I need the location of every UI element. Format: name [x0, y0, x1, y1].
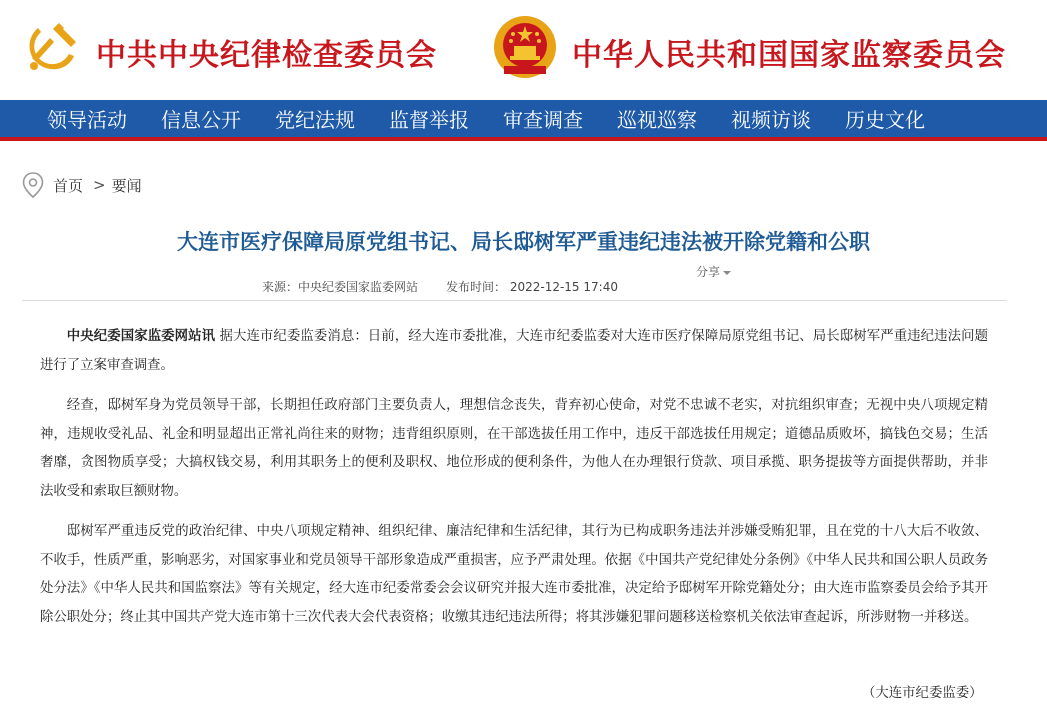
nav-item-video[interactable]: 视频访谈	[731, 108, 811, 132]
article-paragraph-1-text: 据大连市纪委监委消息：日前，经大连市委批准，大连市纪委监委对大连市医疗保障局原党组书记、局长邸树军严重违纪违法问题进行了立案审查调查。	[40, 329, 988, 373]
article-signoff: （大连市纪委监委）	[862, 686, 983, 701]
article-paragraph	[40, 323, 988, 380]
article-title: 大连市医疗保障局原党组书记、局长邸树军严重违纪违法被开除党籍和公职	[177, 230, 870, 254]
breadcrumb-current-link[interactable]: 要闻	[111, 176, 142, 195]
article-lead: 中央纪委国家监委网站讯	[66, 329, 216, 344]
nav-item-disclosure[interactable]: 信息公开	[161, 108, 241, 132]
caret-down-icon	[723, 271, 731, 275]
title-divider	[22, 300, 1007, 301]
article-body	[40, 323, 988, 644]
national-emblem-icon[interactable]	[492, 14, 558, 80]
article-publish-time: 发布时间： 2022-12-15 17:40	[446, 280, 618, 294]
breadcrumb-separator: >	[93, 176, 106, 194]
share-button[interactable]	[696, 263, 731, 280]
main-nav	[0, 100, 1047, 141]
nav-item-leadership[interactable]: 领导活动	[47, 108, 127, 132]
nav-item-regulations[interactable]: 党纪法规	[275, 108, 355, 132]
share-label: 分享	[696, 265, 721, 279]
breadcrumb	[22, 172, 142, 198]
nav-item-report[interactable]: 监督举报	[389, 108, 469, 132]
nav-item-history[interactable]: 历史文化	[845, 108, 925, 132]
article-paragraph-2: 经查，邸树军身为党员领导干部，长期担任政府部门主要负责人，理想信念丧失，背弃初心使命，对党不忠诚不老实，对抗组织审查；无视中央八项规定精神，违规收受礼品、礼金和明显超出正常礼尚往来的财物；违背组织原则，在干部选拔任用工作中，违反干部选拔任用规定；道德品质败坏，搞钱色交易；生活奢靡，贪图物质享受；大搞权钱交易，利用其职务上的便利及职权、地位形成的便利条件，为他人在办理银行贷款、项目承揽、职务提拔等方面提供帮助，并非法收受和索取巨额财物。	[40, 398, 988, 499]
article-paragraph-3: 邸树军严重违反党的政治纪律、中央八项规定精神、组织纪律、廉洁纪律和生活纪律，其行为已构成职务违法并涉嫌受贿犯罪，且在党的十八大后不收敛、不收手，性质严重，影响恶劣，对国家事业和党员领导干部形象造成严重损害，应予严肃处理。依据《中国共产党纪律处分条例》《中华人民共和国公职人员政务处分法》《中华人民共和国监察法》等有关规定，经大连市纪委常委会会议研究并报大连市委批准，决定给予邸树军开除党籍处分；由大连市监察委员会给予其开除公职处分；终止其中国共产党大连市第十三次代表大会代表资格；收缴其违纪违法所得；将其涉嫌犯罪问题移送检察机关依法审查起诉，所涉财物一并移送。	[40, 524, 988, 625]
nav-item-inspection[interactable]: 巡视巡察	[617, 108, 697, 132]
site-title-nsc[interactable]: 中华人民共和国国家监察委员会	[572, 38, 1006, 73]
site-title-ccdi[interactable]: 中共中央纪律检查委员会	[96, 38, 437, 73]
article-source: 来源：中央纪委国家监委网站	[262, 280, 419, 294]
party-emblem-icon[interactable]	[24, 18, 80, 74]
breadcrumb-home-link[interactable]: 首页	[53, 176, 84, 195]
location-pin-icon	[22, 172, 44, 198]
site-header	[0, 0, 1047, 100]
nav-item-investigation[interactable]: 审查调查	[503, 108, 583, 132]
article-meta	[262, 278, 618, 295]
